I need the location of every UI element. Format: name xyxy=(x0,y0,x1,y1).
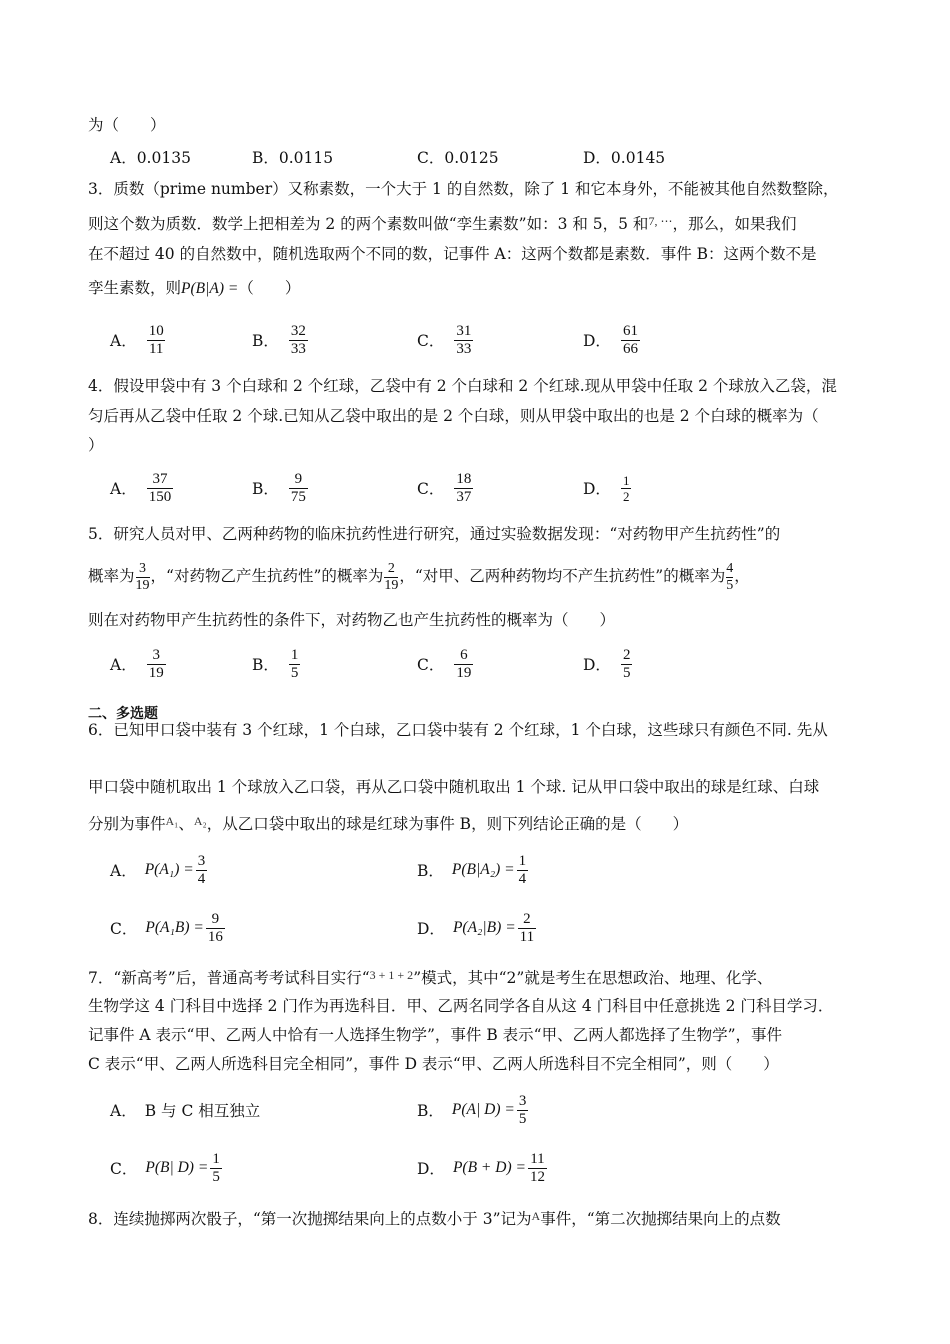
q5-option-d-fraction: $\frac{2}{5}$ xyxy=(622,646,631,681)
q4-option-c[interactable] xyxy=(417,466,475,510)
q7-option-a[interactable] xyxy=(110,1088,260,1132)
q5-option-d-label: D． xyxy=(583,656,611,674)
q5-line-2-text-c: ，“对甲、乙两种药物均不产生抗药性”的概率为 xyxy=(399,567,726,585)
q7-line-1-text: 7．“新高考”后，普通高考考试科目实行“ xyxy=(88,969,370,987)
q5-line-2-text-b: ，“对药物乙产生抗药性”的概率为 xyxy=(150,567,384,585)
q7-line-3: 记事件 A 表示“甲、乙两人中恰有一人选择生物学”，事件 B 表示“甲、乙两人都选择了生物学”，事件 xyxy=(88,1026,782,1044)
q8-line-1-tail: 事件，“第二次抛掷结果向上的点数 xyxy=(540,1210,781,1228)
q6-option-b-expr: P(B|A₂) = xyxy=(451,861,515,878)
q6-option-b-label: B． xyxy=(417,862,444,880)
q4-option-c-label: C． xyxy=(417,480,445,498)
q7-option-b-label: B． xyxy=(417,1102,444,1120)
q3-line-4-tail: （ ） xyxy=(238,279,301,297)
q5-prob-neither-fraction: $\frac{4}{5}$ xyxy=(726,560,734,593)
q7-option-b-expr: P(A| D) = xyxy=(451,1101,515,1118)
q7-option-d-fraction: $\frac{11}{12}$ xyxy=(529,1150,545,1185)
q6-option-c-expr: P(A₁B) = xyxy=(145,919,204,936)
q7-line-1 xyxy=(88,964,862,989)
q8-event-a: A xyxy=(531,1209,541,1223)
q6-option-a[interactable] xyxy=(110,848,209,892)
q6-line-3-text: 分别为事件 xyxy=(88,815,166,833)
q6-line-1: 6．已知甲口袋中装有 3 个红球，1 个白球，乙口袋中装有 2 个红球，1 个白球，这些球只有颜色不同. 先从 xyxy=(88,721,828,739)
q7-option-a-text: B 与 C 相互独立 xyxy=(144,1102,261,1120)
q3-option-d-label: D． xyxy=(583,332,611,350)
q4-option-d-fraction: $\frac{1}{2}$ xyxy=(622,472,630,504)
q3-option-a[interactable] xyxy=(110,318,168,362)
q7-option-d-label: D． xyxy=(417,1160,445,1178)
q5-line-1: 5．研究人员对甲、乙两种药物的临床抗药性进行研究，通过实验数据发现：“对药物甲产生抗药性”的 xyxy=(88,525,781,543)
q3-option-c-fraction: $\frac{31}{33}$ xyxy=(456,322,472,357)
q4-option-c-fraction: $\frac{18}{37}$ xyxy=(456,470,472,505)
q3-line-2-tail: ，那么，如果我们 xyxy=(672,215,797,233)
q5-options xyxy=(110,642,862,686)
section-heading-multiple-choice: 二、多选题 xyxy=(88,706,158,722)
q5-option-c-label: C． xyxy=(417,656,445,674)
q7-mode-expr: 3 + 1 + 2 xyxy=(369,968,414,982)
q4-line-2: 匀后再从乙袋中任取 2 个球.已知从乙袋中取出的是 2 个白球，则从甲袋中取出的也是 2 个白球的概率为（ xyxy=(88,407,819,425)
q5-option-c-fraction: $\frac{6}{19}$ xyxy=(456,646,472,681)
q7-option-a-label: A． xyxy=(110,1102,137,1120)
q6-option-d[interactable] xyxy=(417,906,538,950)
q7-option-b[interactable] xyxy=(417,1088,530,1132)
q5-prob-a-fraction: $\frac{3}{19}$ xyxy=(135,560,150,593)
q6-line-3 xyxy=(88,810,862,835)
q4-option-b-label: B． xyxy=(252,480,279,498)
q5-line-2-text-a: 概率为 xyxy=(88,567,135,585)
q6-event-a1: A₁ xyxy=(165,814,179,828)
q5-option-d[interactable] xyxy=(583,642,634,686)
q3-option-b-label: B． xyxy=(252,332,279,350)
q5-line-2-text-d: ， xyxy=(734,567,750,585)
q7-option-b-fraction: $\frac{3}{5}$ xyxy=(518,1092,527,1127)
q2-option-b[interactable]: B．0.0115 xyxy=(252,149,334,167)
q3-option-a-label: A． xyxy=(110,332,137,350)
q5-option-a-label: A． xyxy=(110,656,137,674)
q8-line-1 xyxy=(88,1205,862,1230)
q3-option-a-fraction: $\frac{10}{11}$ xyxy=(148,322,164,357)
q4-options xyxy=(110,466,862,510)
q5-line-3: 则在对药物甲产生抗药性的条件下，对药物乙也产生抗药性的概率为（ ） xyxy=(88,611,616,629)
q3-line-1: 3．质数（prime number）又称素数，一个大于 1 的自然数，除了 1 和它本身外，不能被其他自然数整除， xyxy=(88,180,839,198)
q3-line-3: 在不超过 40 的自然数中，随机选取两个不同的数，记事件 A：这两个数都是素数．事件 B：这两个数不是 xyxy=(88,245,817,263)
q4-option-a-label: A． xyxy=(110,480,137,498)
q3-option-c[interactable] xyxy=(417,318,475,362)
q7-option-d[interactable] xyxy=(417,1146,549,1190)
q2-tail: 为（ ） xyxy=(88,116,166,134)
q3-sequence-expr: 7, ⋯ xyxy=(648,214,673,228)
q2-option-d[interactable]: D．0.0145 xyxy=(583,149,666,167)
q5-prob-b-fraction: $\frac{2}{19}$ xyxy=(384,560,399,593)
q6-options-row-1 xyxy=(110,848,862,892)
q6-option-c-label: C． xyxy=(110,920,138,938)
q7-options-row-1 xyxy=(110,1088,862,1132)
q7-option-d-expr: P(B + D) = xyxy=(452,1159,526,1176)
q3-line-2 xyxy=(88,210,862,235)
q7-option-c-label: C． xyxy=(110,1160,138,1178)
q3-options xyxy=(110,318,862,362)
q6-event-a2: A₂ xyxy=(193,814,207,828)
q7-option-c[interactable] xyxy=(110,1146,224,1190)
q7-line-1-tail: ”模式，其中“2”就是考生在思想政治、地理、化学、 xyxy=(413,969,773,987)
q6-separator: 、 xyxy=(178,815,194,833)
q4-option-b-fraction: $\frac{9}{75}$ xyxy=(290,470,306,505)
q5-line-2 xyxy=(88,556,862,596)
q6-options-row-2 xyxy=(110,906,862,950)
q5-option-b-label: B． xyxy=(252,656,279,674)
q7-option-c-expr: P(B| D) = xyxy=(145,1159,209,1176)
q2-option-a[interactable]: A．0.0135 xyxy=(110,149,191,167)
q3-option-d-fraction: $\frac{61}{66}$ xyxy=(622,322,638,357)
q4-option-d-label: D． xyxy=(583,480,611,498)
q5-option-a[interactable] xyxy=(110,642,168,686)
q6-option-a-fraction: $\frac{3}{4}$ xyxy=(197,852,206,887)
q5-option-a-fraction: $\frac{3}{19}$ xyxy=(148,646,164,681)
q7-option-c-fraction: $\frac{1}{5}$ xyxy=(212,1150,220,1185)
q7-line-4: C 表示“甲、乙两人所选科目完全相同”，事件 D 表示“甲、乙两人所选科目不完全相同”，则（ ） xyxy=(88,1055,779,1073)
q5-option-c[interactable] xyxy=(417,642,475,686)
q3-condprob-expr: P(B|A) = xyxy=(181,280,239,297)
q6-option-a-expr: P(A₁) = xyxy=(144,861,194,878)
q6-option-b-fraction: $\frac{1}{4}$ xyxy=(518,852,527,887)
q3-option-b[interactable] xyxy=(252,318,310,362)
q7-line-2: 生物学这 4 门科目中选择 2 门作为再选科目．甲、乙两名同学各自从这 4 门科目中任意挑选 2 门科目学习． xyxy=(88,997,834,1015)
q3-line-4 xyxy=(88,277,862,300)
q6-option-a-label: A． xyxy=(110,862,137,880)
q6-option-d-label: D． xyxy=(417,920,445,938)
q6-option-d-expr: P(A₂|B) = xyxy=(452,919,516,936)
q4-line-3: ） xyxy=(88,436,104,454)
q3-option-b-fraction: $\frac{32}{33}$ xyxy=(290,322,306,357)
q3-line-4-text: 孪生素数，则 xyxy=(88,279,182,297)
q4-option-b[interactable] xyxy=(252,466,310,510)
q4-line-1: 4．假设甲袋中有 3 个白球和 2 个红球，乙袋中有 2 个白球和 2 个红球.现从甲袋中任取 2 个球放入乙袋，混 xyxy=(88,377,837,395)
q6-option-b[interactable] xyxy=(417,848,530,892)
q4-option-a[interactable] xyxy=(110,466,175,510)
q5-option-b[interactable] xyxy=(252,642,302,686)
q3-option-c-label: C． xyxy=(417,332,445,350)
q6-option-d-fraction: $\frac{2}{11}$ xyxy=(519,910,535,945)
q3-line-2-text: 则这个数为质数．数学上把相差为 2 的两个素数叫做“孪生素数”如：3 和 5，5 和 xyxy=(88,215,649,233)
q3-option-d[interactable] xyxy=(583,318,642,362)
q5-option-b-fraction: $\frac{1}{5}$ xyxy=(290,646,299,681)
q8-line-1-text: 8．连续抛掷两次骰子，“第一次抛掷结果向上的点数小于 3”记为 xyxy=(88,1210,532,1228)
q6-line-3-tail: ，从乙口袋中取出的球是红球为事件 B，则下列结论正确的是（ ） xyxy=(206,815,689,833)
q6-line-2: 甲口袋中随机取出 1 个球放入乙口袋，再从乙口袋中随机取出 1 个球. 记从甲口袋中取出的球是红球、白球 xyxy=(88,778,820,796)
q4-option-a-fraction: $\frac{37}{150}$ xyxy=(148,470,172,505)
q4-option-d[interactable] xyxy=(583,466,633,510)
q2-option-c[interactable]: C．0.0125 xyxy=(417,149,499,167)
q2-options xyxy=(110,135,862,179)
q6-option-c[interactable] xyxy=(110,906,227,950)
q7-options-row-2 xyxy=(110,1146,862,1190)
q6-option-c-fraction: $\frac{9}{16}$ xyxy=(207,910,223,945)
